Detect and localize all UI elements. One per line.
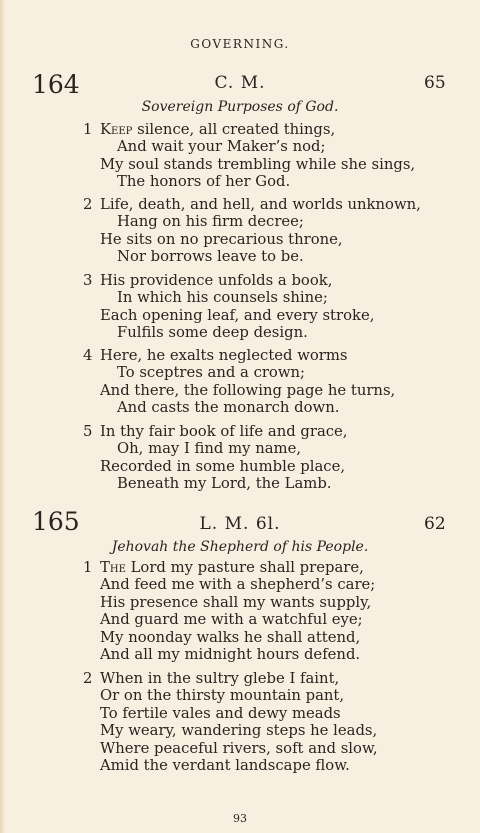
- verse-text: And feed me with a shepherd’s care;: [100, 576, 376, 594]
- verse-text: Each opening leaf, and every stroke,: [100, 306, 375, 324]
- verse-text: My soul stands trembling while she sings,: [100, 155, 416, 173]
- verse-text: Oh, may I find my name,: [117, 440, 302, 458]
- verse-line: [83, 156, 473, 173]
- verse-text: His providence unfolds a book,: [100, 272, 333, 289]
- hymn-165-subtitle: Jehovah the Shepherd of his People.: [111, 539, 369, 555]
- verse-line: [83, 629, 473, 646]
- verse-line: [83, 722, 473, 739]
- verse-text: silence, all created things,: [132, 121, 336, 138]
- stanza-number: 3: [83, 272, 93, 289]
- verse-line: [83, 231, 473, 248]
- verse-line: [83, 757, 473, 774]
- verse-line: [83, 440, 473, 457]
- hymn-164-stanza-1: [83, 121, 473, 191]
- verse-line: [83, 248, 473, 265]
- hymn-164-subtitle: Sovereign Purposes of God.: [141, 99, 339, 115]
- verse-line: [83, 272, 473, 289]
- verse-line: [83, 475, 473, 492]
- hymn-165-meter: L. M. 6l.: [199, 514, 281, 534]
- hymn-165-stanza-2: [83, 670, 473, 774]
- verse-text: And guard me with a watchful eye;: [100, 611, 363, 629]
- verse-line: [83, 687, 473, 704]
- verse-line: [83, 670, 473, 687]
- verse-line: [83, 324, 473, 341]
- verse-text: When in the sultry glebe I faint,: [100, 670, 340, 687]
- verse-text: To fertile vales and dewy meads: [100, 704, 341, 722]
- verse-text: And wait your Maker’s nod;: [117, 138, 326, 156]
- verse-line: [83, 289, 473, 306]
- verse-text: Or on the thirsty mountain pant,: [100, 687, 345, 705]
- verse-text: Life, death, and hell, and worlds unknown,: [100, 196, 421, 213]
- stanza-number: 1: [83, 121, 93, 138]
- hymn-164-tune: 65: [424, 73, 446, 93]
- verse-line: [83, 740, 473, 757]
- hymn-164-stanza-3: [83, 272, 473, 342]
- verse-text: To sceptres and a crown;: [117, 364, 306, 382]
- verse-text: Fulfils some deep design.: [117, 324, 308, 342]
- verse-line: [83, 423, 473, 440]
- verse-line: [83, 121, 473, 138]
- verse-line: [83, 646, 473, 663]
- hymn-number-164: 164: [32, 70, 80, 99]
- verse-line: [83, 138, 473, 155]
- hymn-164-meter: C. M.: [214, 73, 266, 93]
- verse-text: My noonday walks he shall attend,: [100, 628, 361, 646]
- hymn-165-stanza-1: [83, 559, 473, 663]
- verse-line: [83, 213, 473, 230]
- verse-line: [83, 458, 473, 475]
- verse-line: [83, 347, 473, 364]
- verse-line: [83, 611, 473, 628]
- verse-line: [83, 594, 473, 611]
- hymn-164-stanza-2: [83, 196, 473, 266]
- stanza-number: 4: [83, 347, 93, 364]
- verse-text: His presence shall my wants supply,: [100, 593, 372, 611]
- verse-text: And casts the monarch down.: [117, 399, 340, 417]
- verse-text: And all my midnight hours defend.: [100, 645, 361, 663]
- stanza-number: 2: [83, 196, 93, 213]
- verse-text: In which his counsels shine;: [117, 289, 328, 307]
- verse-text: Recorded in some humble place,: [100, 457, 346, 475]
- verse-line: [83, 559, 473, 576]
- hymn-number-165: 165: [32, 507, 80, 536]
- verse-text: Here, he exalts neglected worms: [100, 347, 348, 364]
- stanza-number: 1: [83, 559, 93, 576]
- page-number: 93: [233, 812, 247, 825]
- verse-line: [83, 196, 473, 213]
- hymn-165-tune: 62: [424, 514, 446, 534]
- verse-text: Where peaceful rivers, soft and slow,: [100, 739, 378, 757]
- verse-line: [83, 173, 473, 190]
- lead-word: Keep: [100, 121, 133, 138]
- verse-text: He sits on no precarious throne,: [100, 230, 343, 248]
- running-head: GOVERNING.: [190, 37, 290, 51]
- verse-line: [83, 399, 473, 416]
- verse-line: [83, 705, 473, 722]
- verse-text: The honors of her God.: [117, 173, 291, 191]
- verse-text: In thy fair book of life and grace,: [100, 423, 348, 440]
- verse-text: My weary, wandering steps he leads,: [100, 722, 378, 740]
- lead-word: The: [100, 559, 126, 576]
- hymn-164-stanza-4: [83, 347, 473, 417]
- verse-text: Nor borrows leave to be.: [117, 248, 304, 266]
- verse-line: [83, 576, 473, 593]
- hymn-164-stanza-5: [83, 423, 473, 493]
- verse-text: Beneath my Lord, the Lamb.: [117, 475, 332, 493]
- stanza-number: 2: [83, 670, 93, 687]
- verse-line: [83, 307, 473, 324]
- verse-text: Hang on his firm decree;: [117, 213, 304, 231]
- stanza-number: 5: [83, 423, 93, 440]
- verse-line: [83, 364, 473, 381]
- verse-line: [83, 382, 473, 399]
- verse-text: Lord my pasture shall prepare,: [125, 559, 364, 576]
- verse-text: Amid the verdant landscape flow.: [100, 756, 350, 774]
- verse-text: And there, the following page he turns,: [100, 381, 396, 399]
- page-edge: [0, 0, 4, 833]
